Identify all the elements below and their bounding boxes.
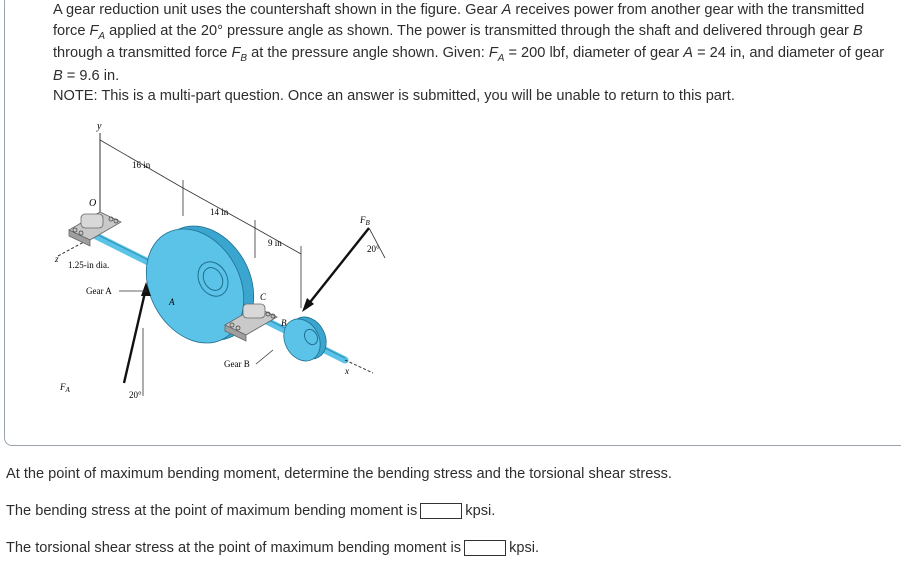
- question-text: At the point of maximum bending moment, determine the bending stress and the torsional shear stress.: [6, 466, 672, 482]
- note-text: NOTE: This is a multi-part question. Once an answer is submitted, you will be unable to return to this part.: [53, 88, 735, 104]
- torsional-shear-row: [6, 540, 539, 556]
- origin-label: O: [89, 198, 97, 209]
- force-b-arrow: [307, 228, 369, 306]
- gear-a-label: Gear A: [86, 286, 112, 296]
- countershaft-diagram: [55, 118, 415, 408]
- x-axis-line: [345, 360, 373, 373]
- gear-a-point-label: A: [169, 297, 175, 307]
- z-axis-label: z: [55, 254, 59, 264]
- y-axis-label: y: [97, 121, 102, 132]
- problem-statement: [53, 0, 893, 107]
- bending-stress-input[interactable]: [420, 503, 462, 519]
- dim-9-label: 9 in: [268, 238, 282, 248]
- torsional-shear-input[interactable]: [464, 540, 506, 556]
- torsional-shear-unit: kpsi.: [509, 540, 540, 556]
- gear-a: [127, 209, 273, 360]
- bending-stress-unit: kpsi.: [465, 503, 496, 519]
- angle-b-label: 20°: [367, 244, 380, 254]
- gear-b-point-label: B: [281, 318, 287, 328]
- force-b-label: $F_B$: [360, 215, 370, 227]
- problem-text: A gear reduction unit uses the countershaft shown in the figure. Gear A receives power from another gear with the transmitted force $F_A$ applied at the 20° pressure angle as shown. The power is transmitted through the shaft and delivered through gear B through a transmitted force $F_B$ at the pressure angle shown. Given: $F_A = 200$ lbf, diameter of gear A = 24 in, and diameter of gear B = 9.6 in.: [53, 2, 885, 84]
- gear-b-leader: [256, 350, 273, 364]
- angle-a-label: 20°: [129, 390, 142, 400]
- shaft-diameter-label: 1.25-in dia.: [68, 260, 110, 270]
- bending-stress-label: The bending stress at the point of maximum bending moment is: [6, 503, 418, 519]
- torsional-shear-label: The torsional shear stress at the point of maximum bending moment is: [6, 540, 462, 556]
- x-axis-label: x: [345, 366, 349, 376]
- dim-16-label: 16 in: [132, 160, 151, 170]
- bearing-c-label: C: [260, 292, 267, 302]
- bending-stress-row: [6, 503, 495, 519]
- force-a-label: $F_A$: [60, 382, 70, 394]
- gear-b-label: Gear B: [224, 359, 250, 369]
- countershaft-figure: [55, 118, 415, 408]
- dim-14-label: 14 in: [210, 207, 229, 217]
